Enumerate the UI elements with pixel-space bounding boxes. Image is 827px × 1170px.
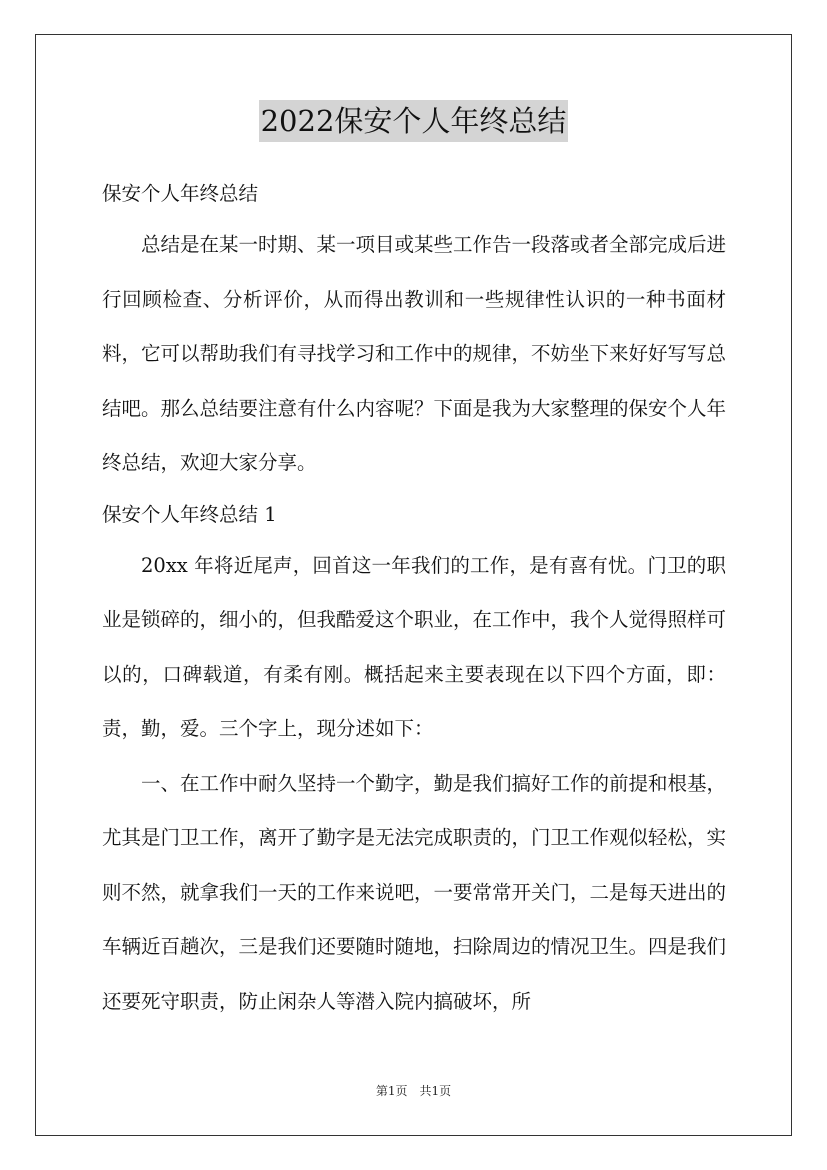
document-title: 2022保安个人年终总结 bbox=[259, 100, 569, 142]
intro-paragraph: 总结是在某一时期、某一项目或某些工作告一段落或者全部完成后进行回顾检查、分析评价，从而得出教训和一些规律性认识的一种书面材料，它可以帮助我们有寻找学习和工作中的规律，不妨坐下来好好写写总结吧。那么总结要注意有什么内容呢？下面是我为大家整理的保安个人年终总结，欢迎大家分享。 bbox=[102, 233, 727, 474]
summary-paragraph-1: 20xx 年将近尾声，回首这一年我们的工作，是有喜有忧。门卫的职业是锁碎的，细小的，但我酷爱这个职业，在工作中，我个人觉得照样可以的，口碑载道，有柔有刚。概括起来主要表现在以下四个方面，即：责，勤，爱。三个字上，现分述如下： bbox=[102, 553, 727, 740]
page-number-footer: 第1页 共1页 bbox=[375, 1084, 452, 1098]
section-heading-intro: 保安个人年终总结 bbox=[102, 182, 259, 205]
title-area bbox=[0, 100, 827, 142]
document-body bbox=[102, 170, 726, 1029]
section-heading-summary-1: 保安个人年终总结 1 bbox=[102, 502, 277, 526]
summary-paragraph-2: 一、在工作中耐久坚持一个勤字，勤是我们搞好工作的前提和根基，尤其是门卫工作，离开了勤字是无法完成职责的，门卫工作观似轻松，实则不然，就拿我们一天的工作来说吧，一要常常开关门，二是每天进出的车辆近百趟次，三是我们还要随时随地，扫除周边的情况卫生。四是我们还要死守职责，防止闲杂人等潜入院内搞破坏，所 bbox=[102, 771, 727, 1013]
